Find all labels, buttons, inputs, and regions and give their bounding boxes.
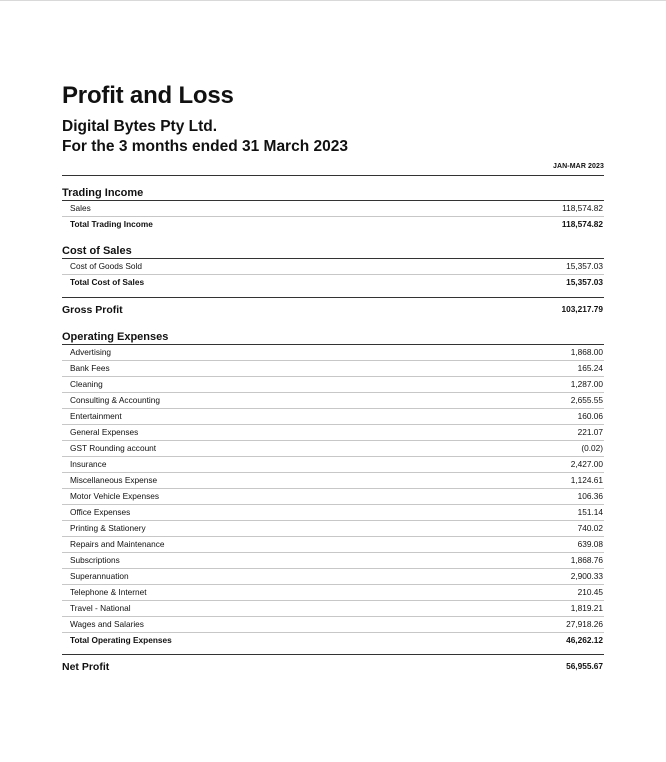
report-period: For the 3 months ended 31 March 2023: [62, 138, 348, 155]
line-item-row: [62, 473, 604, 489]
total-value: 46,262.12: [566, 635, 603, 645]
line-item-row: [62, 537, 604, 553]
total-row: [62, 217, 604, 232]
line-item-row: [62, 505, 604, 521]
operating-expenses-list: [62, 345, 604, 633]
line-item-label: Telephone & Internet: [70, 587, 147, 597]
line-item-value: 2,900.33: [570, 571, 603, 581]
line-item-label: Repairs and Maintenance: [70, 539, 165, 549]
line-item-label: Entertainment: [70, 411, 122, 421]
line-item-value: 151.14: [577, 507, 603, 517]
line-item-row: [62, 441, 604, 457]
line-item-value: 1,287.00: [570, 379, 603, 389]
line-item-value: 740.02: [577, 523, 603, 533]
line-item-value: 2,427.00: [570, 459, 603, 469]
line-item-row: [62, 377, 604, 393]
line-item-value: 15,357.03: [566, 261, 603, 271]
profit-and-loss-report: [62, 80, 604, 677]
net-profit-row: [62, 654, 604, 677]
line-item-row: [62, 521, 604, 537]
line-item-label: Office Expenses: [70, 507, 131, 517]
report-title: Profit and Loss: [62, 82, 234, 109]
line-item-row: [62, 457, 604, 473]
line-item-label: Consulting & Accounting: [70, 395, 160, 405]
cost-of-sales-section: [62, 242, 604, 290]
line-item-label: General Expenses: [70, 427, 139, 437]
line-item-value: 1,868.00: [570, 347, 603, 357]
line-item-value: 210.45: [577, 587, 603, 597]
line-item-value: 1,124.61: [570, 475, 603, 485]
line-item-label: Advertising: [70, 347, 112, 357]
company-name: Digital Bytes Pty Ltd.: [62, 118, 218, 135]
line-item-value: 1,868.76: [570, 555, 603, 565]
line-item-row: [62, 601, 604, 617]
total-value: 118,574.82: [561, 219, 603, 229]
total-label: Total Operating Expenses: [70, 635, 172, 645]
line-item-row: [62, 569, 604, 585]
line-item-value: 2,655.55: [570, 395, 603, 405]
operating-expenses-section: [62, 328, 604, 648]
line-item-row: [62, 617, 604, 633]
line-item-row: [62, 201, 604, 217]
trading-income-section: [62, 184, 604, 232]
section-heading: Trading Income: [62, 184, 604, 201]
line-item-value: 221.07: [577, 427, 603, 437]
line-item-label: Cost of Goods Sold: [70, 261, 142, 271]
line-item-label: Bank Fees: [70, 363, 110, 373]
line-item-label: Travel - National: [70, 603, 131, 613]
gross-profit-label: Gross Profit: [62, 304, 123, 316]
line-item-label: Superannuation: [70, 571, 129, 581]
net-profit-label: Net Profit: [62, 661, 110, 673]
section-heading: Cost of Sales: [62, 242, 604, 259]
line-item-label: Cleaning: [70, 379, 103, 389]
total-row: [62, 633, 604, 648]
line-item-row: [62, 553, 604, 569]
gross-profit-value: 103,217.79: [561, 304, 603, 314]
line-item-value: 160.06: [577, 411, 603, 421]
line-item-value: 1,819.21: [570, 603, 603, 613]
total-label: Total Cost of Sales: [70, 277, 145, 287]
line-item-row: [62, 489, 604, 505]
line-item-value: (0.02): [581, 443, 603, 453]
total-value: 15,357.03: [566, 277, 603, 287]
line-item-row: [62, 345, 604, 361]
line-item-value: 27,918.26: [566, 619, 603, 629]
line-item-row: [62, 585, 604, 601]
line-item-row: [62, 259, 604, 275]
total-row: [62, 275, 604, 290]
section-heading: Operating Expenses: [62, 328, 604, 345]
line-item-value: 639.08: [577, 539, 603, 549]
line-item-label: Motor Vehicle Expenses: [70, 491, 160, 501]
line-item-row: [62, 393, 604, 409]
line-item-row: [62, 409, 604, 425]
line-item-label: Insurance: [70, 459, 107, 469]
gross-profit-row: [62, 297, 604, 320]
line-item-label: Printing & Stationery: [70, 523, 146, 533]
column-header: JAN-MAR 2023: [62, 163, 604, 176]
line-item-row: [62, 425, 604, 441]
page-top-border: [0, 0, 666, 1]
line-item-label: Wages and Salaries: [70, 619, 144, 629]
line-item-label: Subscriptions: [70, 555, 120, 565]
line-item-label: Sales: [70, 203, 91, 213]
line-item-label: Miscellaneous Expense: [70, 475, 158, 485]
line-item-value: 106.36: [577, 491, 603, 501]
line-item-label: GST Rounding account: [70, 443, 157, 453]
line-item-value: 118,574.82: [562, 203, 603, 213]
line-item-row: [62, 361, 604, 377]
line-item-value: 165.24: [577, 363, 603, 373]
total-label: Total Trading Income: [70, 219, 153, 229]
net-profit-value: 56,955.67: [566, 661, 603, 671]
